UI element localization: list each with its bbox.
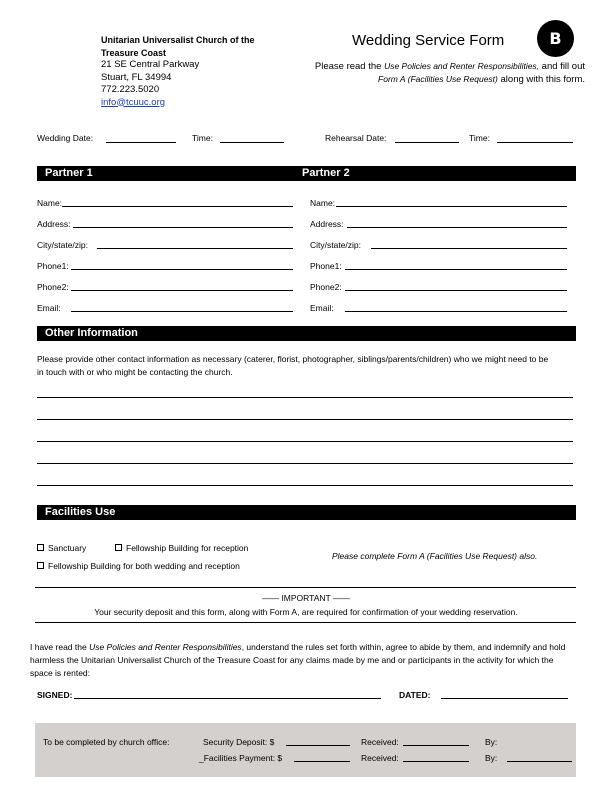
instr-doc-form-a: Form A (Facilities Use Request) — [378, 74, 498, 84]
facilities-title: Facilities Use — [45, 506, 116, 518]
sanctuary-checkbox[interactable] — [37, 544, 44, 551]
fellowship-reception-option[interactable] — [115, 543, 248, 553]
by-label-1: By: — [485, 737, 498, 747]
partner2-address-label: Address: — [310, 219, 344, 229]
office-use-label: To be completed by church office: — [43, 737, 170, 747]
partner2-email-field[interactable] — [345, 311, 567, 312]
partner2-city-label: City/state/zip: — [310, 240, 362, 250]
church-contact-block — [101, 34, 276, 109]
partner2-phone1-label: Phone1: — [310, 261, 342, 271]
partner2-email-label: Email: — [310, 303, 334, 313]
church-email-link[interactable]: info@tcuuc.org — [101, 96, 166, 108]
fellowship-both-option[interactable] — [37, 561, 240, 571]
agreement-prefix: I have read the — [30, 642, 90, 652]
partner2-phone1-field[interactable] — [345, 269, 567, 270]
security-deposit-label: Security Deposit: $ — [203, 737, 275, 747]
security-deposit-field[interactable] — [286, 745, 350, 746]
agreement-text — [30, 641, 578, 680]
rehearsal-time-field[interactable] — [497, 142, 573, 143]
partner1-phone2-field[interactable] — [71, 290, 293, 291]
partner1-address-label: Address: — [37, 219, 71, 229]
partner1-phone1-label: Phone1: — [37, 261, 69, 271]
divider — [35, 622, 576, 623]
fellowship-reception-checkbox[interactable] — [115, 544, 122, 551]
other-info-instructions: Please provide other contact information as necessary (caterer, florist, photographer, siblings/parents/children) who we might need to be in touch with or who might be contacting the church. — [37, 354, 549, 377]
wedding-date-label: Wedding Date: — [37, 133, 94, 143]
received-field-1[interactable] — [403, 745, 469, 746]
partner1-email-label: Email: — [37, 303, 61, 313]
partner2-name-label: Name: — [310, 198, 336, 208]
by-field-2[interactable] — [507, 761, 572, 762]
wedding-date-field[interactable] — [106, 142, 176, 143]
form-instructions — [295, 60, 585, 86]
other-info-section-bar — [37, 326, 576, 341]
partner2-phone2-label: Phone2: — [310, 282, 342, 292]
partner1-city-field[interactable] — [97, 248, 293, 249]
form-title: Wedding Service Form — [352, 32, 505, 49]
signature-field[interactable] — [74, 698, 381, 699]
fellowship-both-label: Fellowship Building for both wedding and reception — [48, 561, 240, 571]
instr-doc-policies: Use Policies and Renter Responsibilities, — [384, 61, 540, 71]
sanctuary-option[interactable] — [37, 543, 86, 553]
partner1-title: Partner 1 — [45, 167, 93, 179]
partner1-phone2-label: Phone2: — [37, 282, 69, 292]
partner2-phone2-field[interactable] — [345, 290, 567, 291]
partner1-address-field[interactable] — [73, 227, 293, 228]
other-info-line[interactable] — [37, 441, 573, 442]
fellowship-reception-label: Fellowship Building for reception — [126, 543, 249, 553]
wedding-time-field[interactable] — [220, 142, 284, 143]
partner2-name-field[interactable] — [336, 206, 567, 207]
form-badge: B — [537, 20, 574, 57]
church-name: Unitarian Universalist Church of the Treasure Coast — [101, 35, 255, 58]
partner2-title: Partner 2 — [302, 167, 350, 179]
facilities-payment-label: _Facilities Payment: $ — [199, 753, 283, 763]
partner1-name-label: Name: — [37, 198, 63, 208]
divider — [35, 587, 576, 588]
partner2-city-field[interactable] — [371, 248, 567, 249]
received-label-1: Received: — [361, 737, 399, 747]
sanctuary-label: Sanctuary — [48, 543, 87, 553]
church-address-line1: 21 SE Central Parkway — [101, 59, 200, 70]
by-label-2: By: — [485, 753, 498, 763]
facilities-note: Please complete Form A (Facilities Use Request) also. — [332, 551, 538, 561]
other-info-line[interactable] — [37, 419, 573, 420]
instr-prefix: Please read the — [314, 61, 385, 72]
facilities-section-bar — [37, 505, 576, 520]
other-info-title: Other Information — [45, 327, 138, 339]
other-info-line[interactable] — [37, 397, 573, 398]
received-label-2: Received: — [361, 753, 399, 763]
fellowship-both-checkbox[interactable] — [37, 562, 44, 569]
important-heading: —— IMPORTANT —— — [262, 593, 350, 603]
instr-mid: and fill out — [539, 61, 585, 72]
partners-section-bar — [37, 166, 576, 181]
rehearsal-time-label: Time: — [469, 133, 490, 143]
rehearsal-date-label: Rehearsal Date: — [325, 133, 387, 143]
wedding-time-label: Time: — [192, 133, 213, 143]
facilities-payment-field[interactable] — [294, 761, 350, 762]
partner1-phone1-field[interactable] — [71, 269, 293, 270]
other-info-line[interactable] — [37, 485, 573, 486]
instr-suffix: along with this form. — [497, 74, 585, 85]
partner2-address-field[interactable] — [347, 227, 567, 228]
other-info-line[interactable] — [37, 463, 573, 464]
rehearsal-date-field[interactable] — [395, 142, 459, 143]
church-address-line2: Stuart, FL 34994 — [101, 71, 172, 83]
partner1-name-field[interactable] — [62, 206, 293, 207]
partner1-city-label: City/state/zip: — [37, 240, 89, 250]
important-text: Your security deposit and this form, along with Form A, are required for confirmation of your wedding reservation. — [94, 607, 518, 617]
church-phone: 772.223.5020 — [101, 84, 160, 95]
office-use-panel — [35, 723, 576, 777]
received-field-2[interactable] — [403, 761, 469, 762]
signed-label: SIGNED: — [37, 690, 73, 700]
agreement-suffix: , understand the rules set forth within, agree to abide by them, and indemnify and hold harmless the Unitarian Universalist Church of the Treasure Coast for any claims made by me and or participants in the activity for which the space is rented: — [30, 642, 566, 678]
date-signed-field[interactable] — [441, 698, 568, 699]
partner1-email-field[interactable] — [71, 311, 293, 312]
agreement-doc: Use Policies and Renter Responsibilities — [89, 642, 242, 652]
dated-label: DATED: — [399, 690, 431, 700]
